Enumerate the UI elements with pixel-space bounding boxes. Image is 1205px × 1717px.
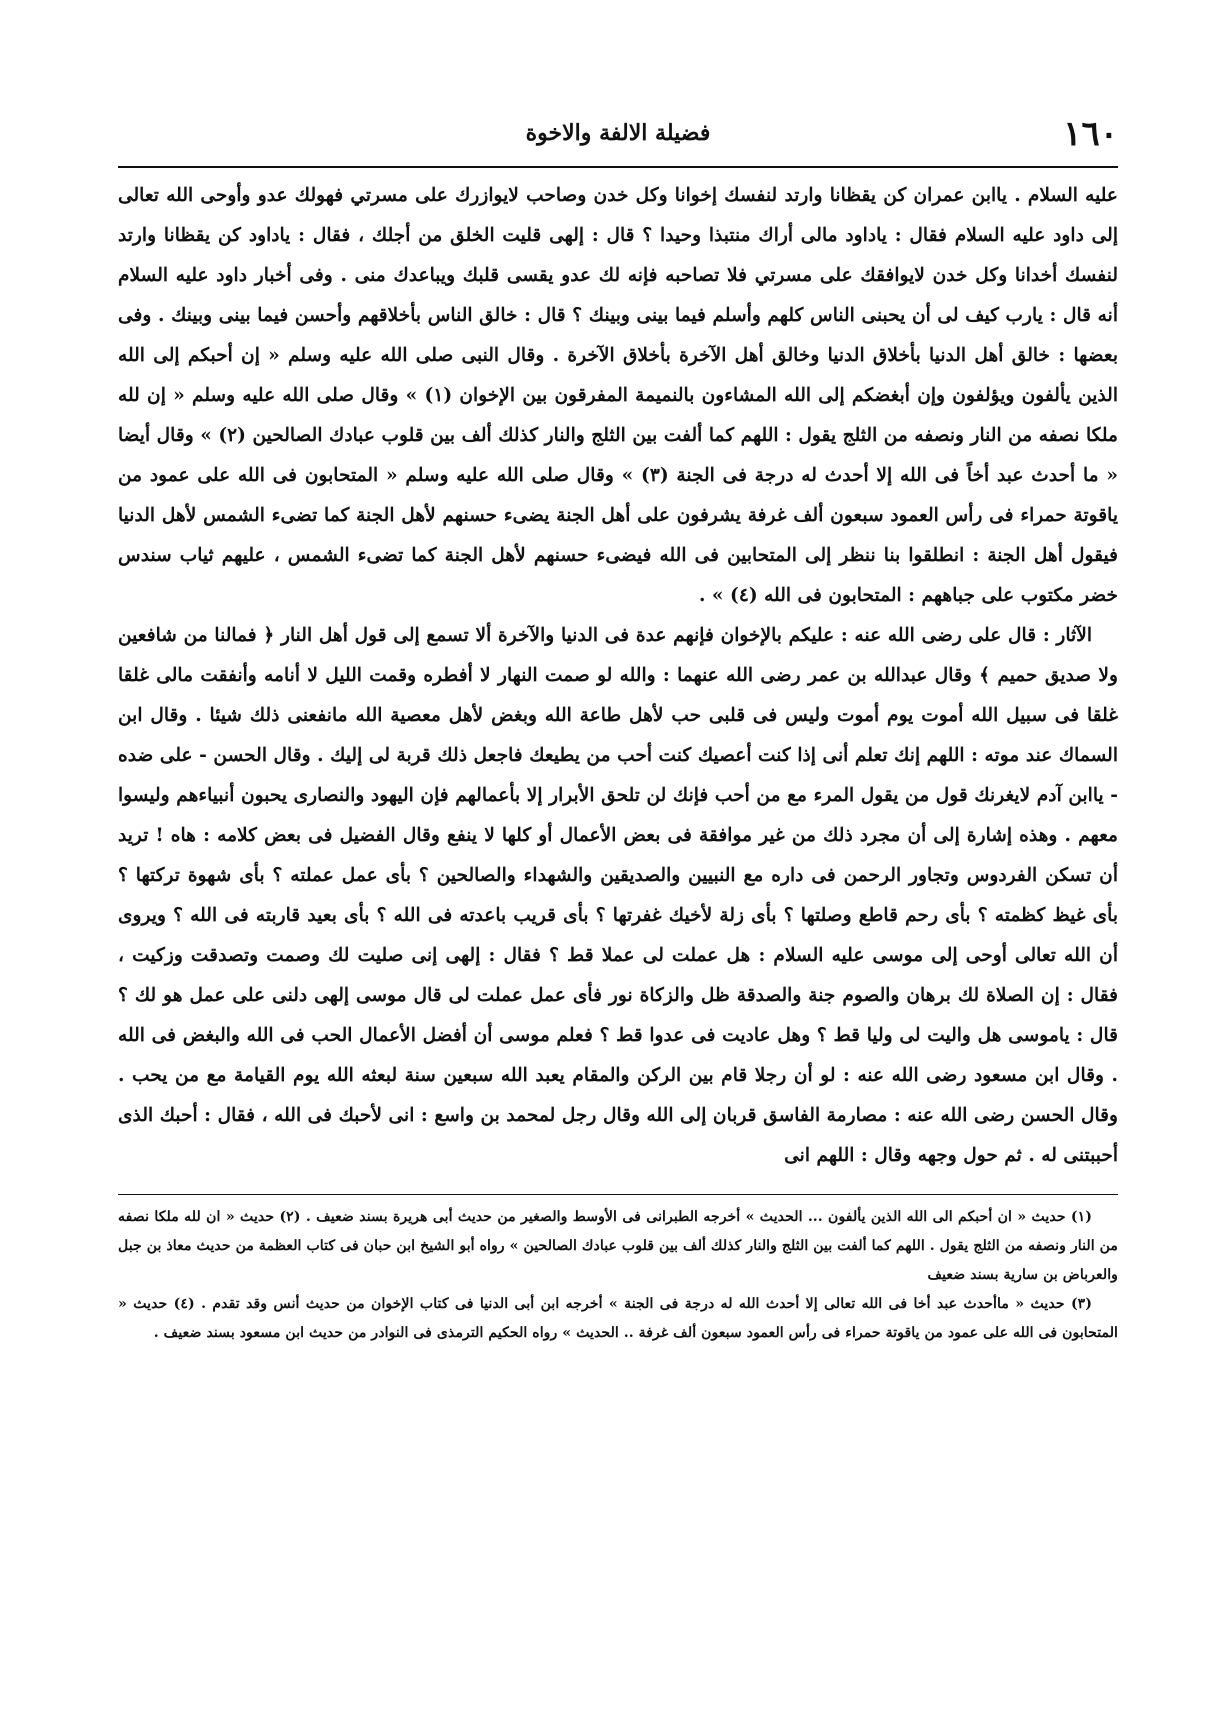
paragraph-hadith: عليه السلام . ياابن عمران كن يقظانا وارتد لنفسك إخوانا وكل خدن وصاحب لايوازرك على مسرتي فهولك عدو وأوحى الله تعالى إلى داود عليه السلام فقال : ياداود مالى أراك منتبذا وحيدا ؟ قال : إلهى قليت الخلق من أجلك ، فقال : ياداود كن يقظانا وارتد لنفسك أخدانا وكل خدن لايوافقك على مسرتي فلا تصاحبه فإنه لك عدو يقسى قلبك ويباعدك منى . وفى أخبار داود عليه السلام أنه قال : يارب كيف لى أن يحبنى الناس كلهم وأسلم فيما بينى وبينك ؟ قال : خالق الناس بأخلاقهم وأحسن فيما بينى وبينك . وفى بعضها : خالق أهل الدنيا بأخلاق الدنيا وخالق أهل الآخرة بأخلاق الآخرة . وقال النبى صلى الله عليه وسلم « إن أحبكم إلى الله الذين يألفون ويؤلفون وإن أبغضكم إلى الله المشاءون بالنميمة المفرقون بين الإخوان (١) » وقال صلى الله عليه وسلم « إن لله ملكا نصفه من النار ونصفه من الثلج يقول : اللهم كما ألفت بين الثلج والنار كذلك ألف بين قلوب عبادك الصالحين (٢) » وقال أيضا « ما أحدث عبد أخاً فى الله إلا أحدث له درجة فى الجنة (٣) » وقال صلى الله عليه وسلم « المتحابون فى الله على عمود من ياقوتة حمراء فى رأس العمود سبعون ألف غرفة يشرفون على أهل الجنة يضىء حسنهم لأهل الجنة كما تضىء الشمس لأهل الدنيا فيقول أهل الجنة : انطلقوا بنا ننظر إلى المتحابين فى الله فيضىء حسنهم لأهل الجنة كما تضىء الشمس ، عليهم ثياب سندس خضر مكتوب على جباههم : المتحابون فى الله (٤) » . <box>118 185 1118 606</box>
page-number: ١٦٠ <box>1063 114 1118 154</box>
paragraph-athar: الآثار : قال على رضى الله عنه : عليكم بالإخوان فإنهم عدة فى الدنيا والآخرة ألا تسمع إلى قول أهل النار ﴿ فمالنا من شافعين ولا صديق حميم ﴾ وقال عبدالله بن عمر رضى الله عنهما : والله لو صمت النهار لا أفطره وقمت الليل لا أنامه وأنفقت مالى غلقا غلقا فى سبيل الله أموت يوم أموت وليس فى قلبى حب لأهل طاعة الله وبغض لأهل معصية الله مانفعنى ذلك شيئا . وقال ابن السماك عند موته : اللهم إنك تعلم أنى إذا كنت أعصيك كنت أحب من يطيعك فاجعل ذلك قربة لى إليك . وقال الحسن - على ضده - ياابن آدم لايغرنك قول من يقول المرء مع من أحب فإنك لن تلحق الأبرار إلا بأعمالهم فإن اليهود والنصارى يحبون أنبياءهم وليسوا معهم . وهذه إشارة إلى أن مجرد ذلك من غير موافقة فى بعض الأعمال أو كلها لا ينفع وقال الفضيل فى بعض كلامه : هاه ! تريد أن تسكن الفردوس وتجاور الرحمن فى داره مع النبيين والصديقين والشهداء والصالحين ؟ بأى عمل عملته ؟ بأى شهوة تركتها ؟ بأى غيظ كظمته ؟ بأى رحم قاطع وصلتها ؟ بأى زلة لأخيك غفرتها ؟ بأى قريب باعدته فى الله ؟ بأى بعيد قاربته فى الله ؟ ويروى أن الله تعالى أوحى إلى موسى عليه السلام : هل عملت لى عملا قط ؟ فقال : إلهى إنى صليت لك وصمت وتصدقت وزكيت ، فقال : إن الصلاة لك برهان والصوم جنة والصدقة ظل والزكاة نور فأى عمل عملت لى قال موسى إلهى دلنى على عمل هو لك ؟ قال : ياموسى هل واليت لى وليا قط ؟ وهل عاديت فى عدوا قط ؟ فعلم موسى أن أفضل الأعمال الحب فى الله والبغض فى الله . وقال ابن مسعود رضى الله عنه : لو أن رجلا قام بين الركن والمقام يعبد الله سبعين سنة لبعثه الله يوم القيامة مع من يحب . وقال الحسن رضى الله عنه : مصارمة الفاسق قربان إلى الله وقال رجل لمحمد بن واسع : انى لأحبك فى الله ، فقال : أحبك الذى أحببتنى له . ثم حول وجهه وقال : اللهم انى <box>118 625 1118 1166</box>
footnotes <box>118 1194 1118 1348</box>
book-page <box>118 108 1118 1688</box>
running-title: فضيلة الالفة والاخوة <box>525 120 711 146</box>
footnote-3-4: (٣) حديث « ماأحدث عبد أخا فى الله تعالى إلا أحدث الله له درجة فى الجنة » أخرجه ابن أبى الدنيا فى كتاب الإخوان من حديث أنس وقد تقدم . (٤) حديث « المتحابون فى الله على عمود من ياقوتة حمراء فى رأس العمود سبعون ألف غرفة .. الحديث » رواه الحكيم الترمذى فى النوادر من حديث ابن مسعود بسند ضعيف . <box>118 1296 1118 1341</box>
main-text <box>118 176 1118 1176</box>
page-header <box>118 108 1118 168</box>
footnote-1-2: (١) حديث « ان أحبكم الى الله الذين يألفون ... الحديث » أخرجه الطبرانى فى الأوسط والصغير من حديث أبى هريرة بسند ضعيف . (٢) حديث « ان لله ملكا نصفه من النار ونصفه من الثلج يقول . اللهم كما ألفت بين الثلج والنار كذلك ألف بين قلوب عبادك الصالحين » رواه أبو الشيخ ابن حبان فى كتاب العظمة من حديث معاذ بن جبل والعرباض بن سارية بسند ضعيف <box>118 1209 1118 1283</box>
